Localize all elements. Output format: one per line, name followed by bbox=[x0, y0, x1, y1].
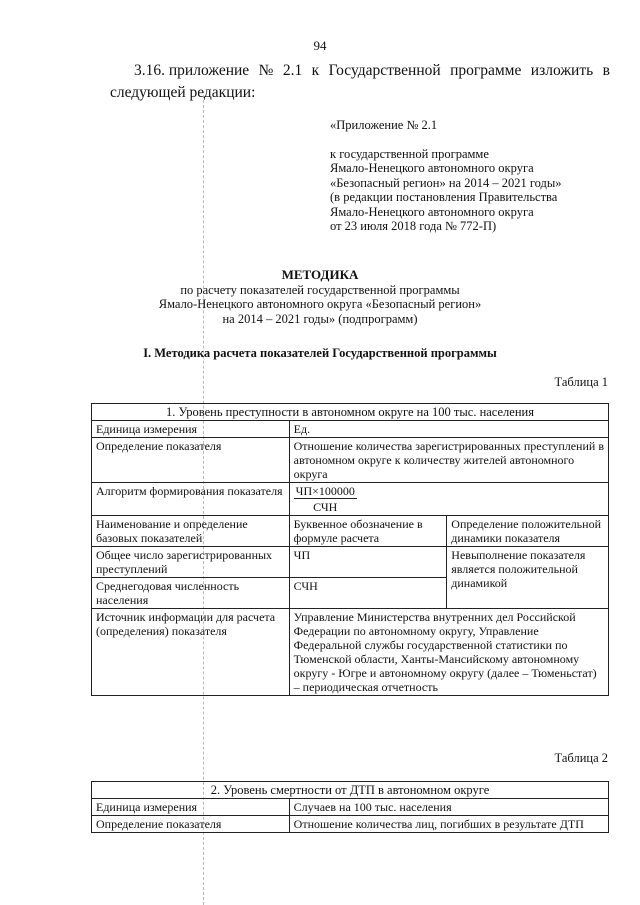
intro-word: к bbox=[311, 62, 320, 79]
table-1 bbox=[91, 403, 609, 696]
unit-value: Ед. bbox=[289, 421, 608, 438]
crimes-count-symbol: ЧП bbox=[289, 547, 447, 578]
table1-header: 1. Уровень преступности в автономном округе на 100 тыс. населения bbox=[92, 404, 609, 421]
symbol-column-header: Буквенное обозначение в формуле расчета bbox=[289, 516, 447, 547]
population-label: Среднегодовая численность населения bbox=[92, 578, 290, 609]
annex-header bbox=[330, 118, 562, 234]
population-symbol: СЧН bbox=[289, 578, 447, 609]
intro-word: 2.1 bbox=[282, 62, 303, 79]
algorithm-label: Алгоритм формирования показателя bbox=[92, 483, 290, 516]
table-row bbox=[92, 799, 609, 816]
intro-word: программе bbox=[450, 62, 522, 79]
table-row bbox=[92, 609, 609, 696]
dynamics-column-header: Определение положительной динамики показателя bbox=[447, 516, 609, 547]
unit-label: Единица измерения bbox=[92, 421, 290, 438]
table2-header: 2. Уровень смертности от ДТП в автономном округе bbox=[92, 782, 609, 799]
intro-line-1 bbox=[110, 60, 610, 82]
formula-numerator: ЧП×100000 bbox=[295, 484, 355, 498]
intro-word: № bbox=[258, 62, 274, 79]
annex-line: Ямало-Ненецкого автономного округа bbox=[330, 204, 534, 219]
formula-fraction bbox=[294, 484, 357, 514]
table2-label: Таблица 2 bbox=[554, 751, 608, 765]
title-line: по расчету показателей государственной программы bbox=[180, 282, 460, 297]
unit-value: Случаев на 100 тыс. населения bbox=[289, 799, 608, 816]
definition-value: Отношение количества зарегистрированных преступлений в автономном округе к количеству жителей автономного округа bbox=[289, 438, 608, 483]
unit-label: Единица измерения bbox=[92, 799, 290, 816]
annex-line: к государственной программе bbox=[330, 146, 489, 161]
base-indicators-label: Наименование и определение базовых показателей bbox=[92, 516, 290, 547]
intro-word: Государственной bbox=[328, 62, 441, 79]
annex-line: от 23 июля 2018 года № 772-П) bbox=[330, 219, 497, 233]
section-heading: I. Методика расчета показателей Государственной программы bbox=[143, 346, 497, 360]
intro-paragraph bbox=[110, 60, 610, 104]
table-row bbox=[92, 547, 609, 578]
table-row bbox=[92, 816, 609, 833]
title-line: на 2014 – 2021 годы» (подпрограмм) bbox=[222, 311, 418, 326]
table-row bbox=[92, 483, 609, 516]
title-line: Ямало-Ненецкого автономного округа «Безопасный регион» bbox=[158, 297, 482, 311]
intro-line-2: следующей редакции: bbox=[110, 84, 256, 101]
annex-line: (в редакции постановления Правительства bbox=[330, 190, 558, 204]
intro-word: 3.16. приложение bbox=[134, 62, 250, 79]
annex-line: Ямало-Ненецкого автономного округа bbox=[330, 161, 534, 175]
table-row bbox=[92, 516, 609, 547]
crimes-count-label: Общее число зарегистрированных преступлений bbox=[92, 547, 290, 578]
definition-label: Определение показателя bbox=[92, 438, 290, 483]
source-label: Источник информации для расчета (определения) показателя bbox=[92, 609, 290, 696]
algorithm-formula bbox=[289, 483, 608, 516]
intro-word: в bbox=[602, 62, 610, 79]
table-row bbox=[92, 438, 609, 483]
table-row bbox=[92, 421, 609, 438]
source-value: Управление Министерства внутренних дел Российской Федерации по автономному округу, Управление Федеральной службы государственной статистики по Тюменской области, Ханты-Мансийскому автономному округу - Югре и автономному округу (далее – Тюменьстат) – периодическая отчетность bbox=[289, 609, 608, 696]
intro-word: изложить bbox=[530, 62, 594, 79]
document-title: МЕТОДИКА bbox=[281, 267, 359, 282]
annex-line: «Безопасный регион» на 2014 – 2021 годы» bbox=[330, 175, 562, 190]
formula-denominator: СЧН bbox=[313, 500, 338, 514]
annex-title: «Приложение № 2.1 bbox=[330, 118, 438, 132]
page-number: 94 bbox=[313, 38, 327, 53]
table1-label: Таблица 1 bbox=[554, 375, 608, 389]
definition-value: Отношение количества лиц, погибших в результате ДТП bbox=[289, 816, 608, 833]
table-2 bbox=[91, 781, 609, 833]
definition-label: Определение показателя bbox=[92, 816, 290, 833]
positive-dynamics-value: Невыполнение показателя является положительной динамикой bbox=[447, 547, 609, 609]
document-title-block bbox=[0, 268, 640, 326]
